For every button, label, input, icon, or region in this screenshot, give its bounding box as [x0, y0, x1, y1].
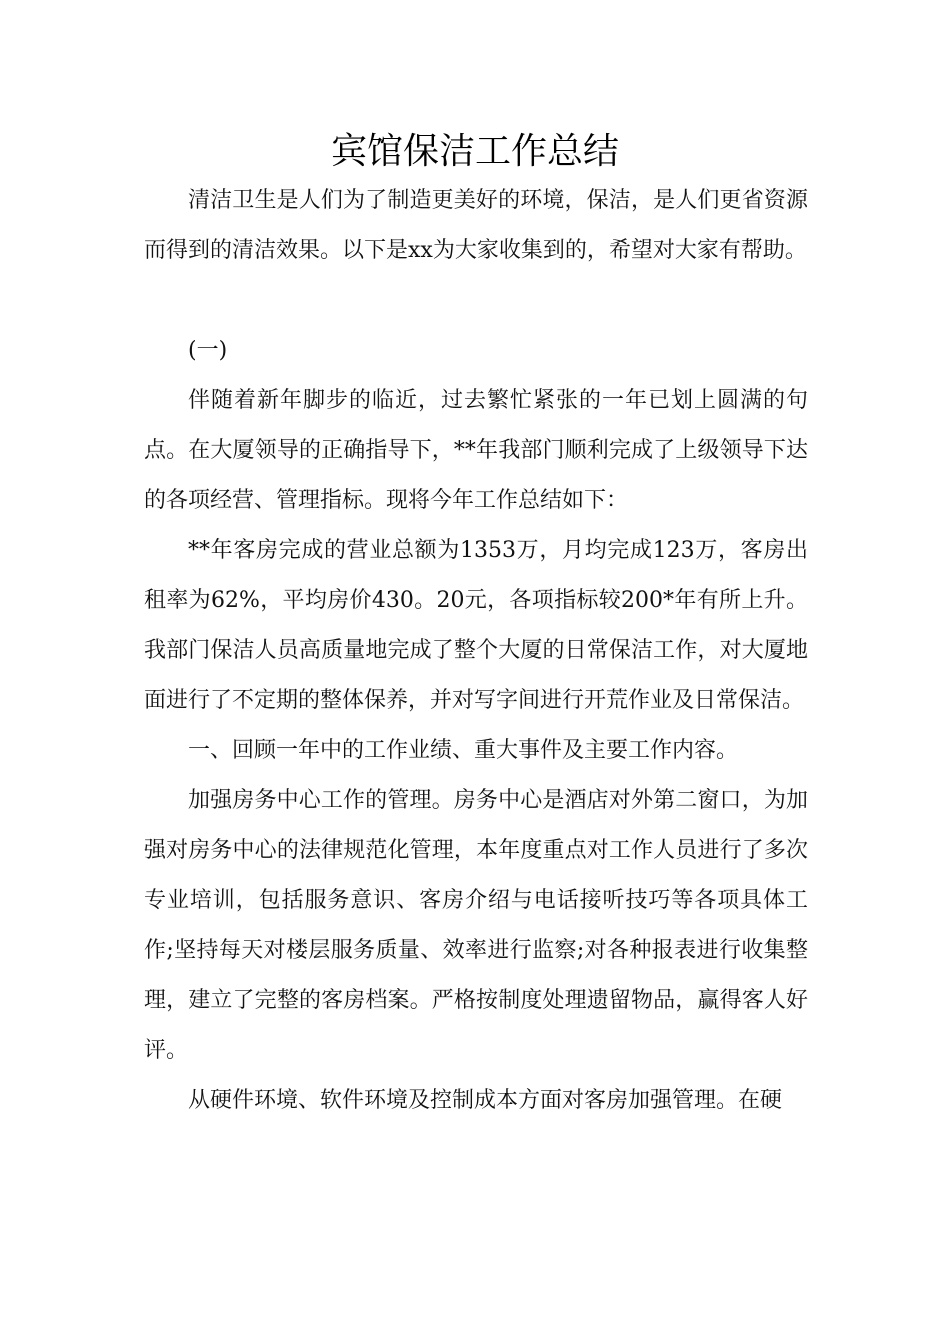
body-paragraph: 伴随着新年脚步的临近，过去繁忙紧张的一年已划上圆满的句点。在大厦领导的正确指导下，**年我部门顺利完成了上级领导下达的各项经营、管理指标。现将今年工作总结如下：: [144, 388, 808, 513]
section-marker: (一): [188, 338, 228, 363]
body-paragraph: 从硬件环境、软件环境及控制成本方面对客房加强管理。在硬: [188, 1088, 783, 1113]
body-paragraph: 加强房务中心工作的管理。房务中心是酒店对外第二窗口，为加强对房务中心的法律规范化管理，本年度重点对工作人员进行了多次专业培训，包括服务意识、客房介绍与电话接听技巧等各项具体工作;坚持每天对楼层服务质量、效率进行监察;对各种报表进行收集整理，建立了完整的客房档案。严格按制度处理遗留物品，赢得客人好评。: [144, 788, 808, 1063]
document-title: 宾馆保洁工作总结: [330, 131, 619, 172]
intro-paragraph: 清洁卫生是人们为了制造更美好的环境，保洁，是人们更省资源而得到的清洁效果。以下是xx为大家收集到的，希望对大家有帮助。: [144, 188, 808, 263]
section-heading: 一、回顾一年中的工作业绩、重大事件及主要工作内容。: [188, 738, 739, 763]
body-paragraph: **年客房完成的营业总额为1353万，月均完成123万，客房出租率为62%，平均房价430。20元，各项指标较200*年有所上升。我部门保洁人员高质量地完成了整个大厦的日常保洁工作，对大厦地面进行了不定期的整体保养，并对写字间进行开荒作业及日常保洁。: [144, 538, 808, 713]
document-body: [144, 176, 808, 1126]
